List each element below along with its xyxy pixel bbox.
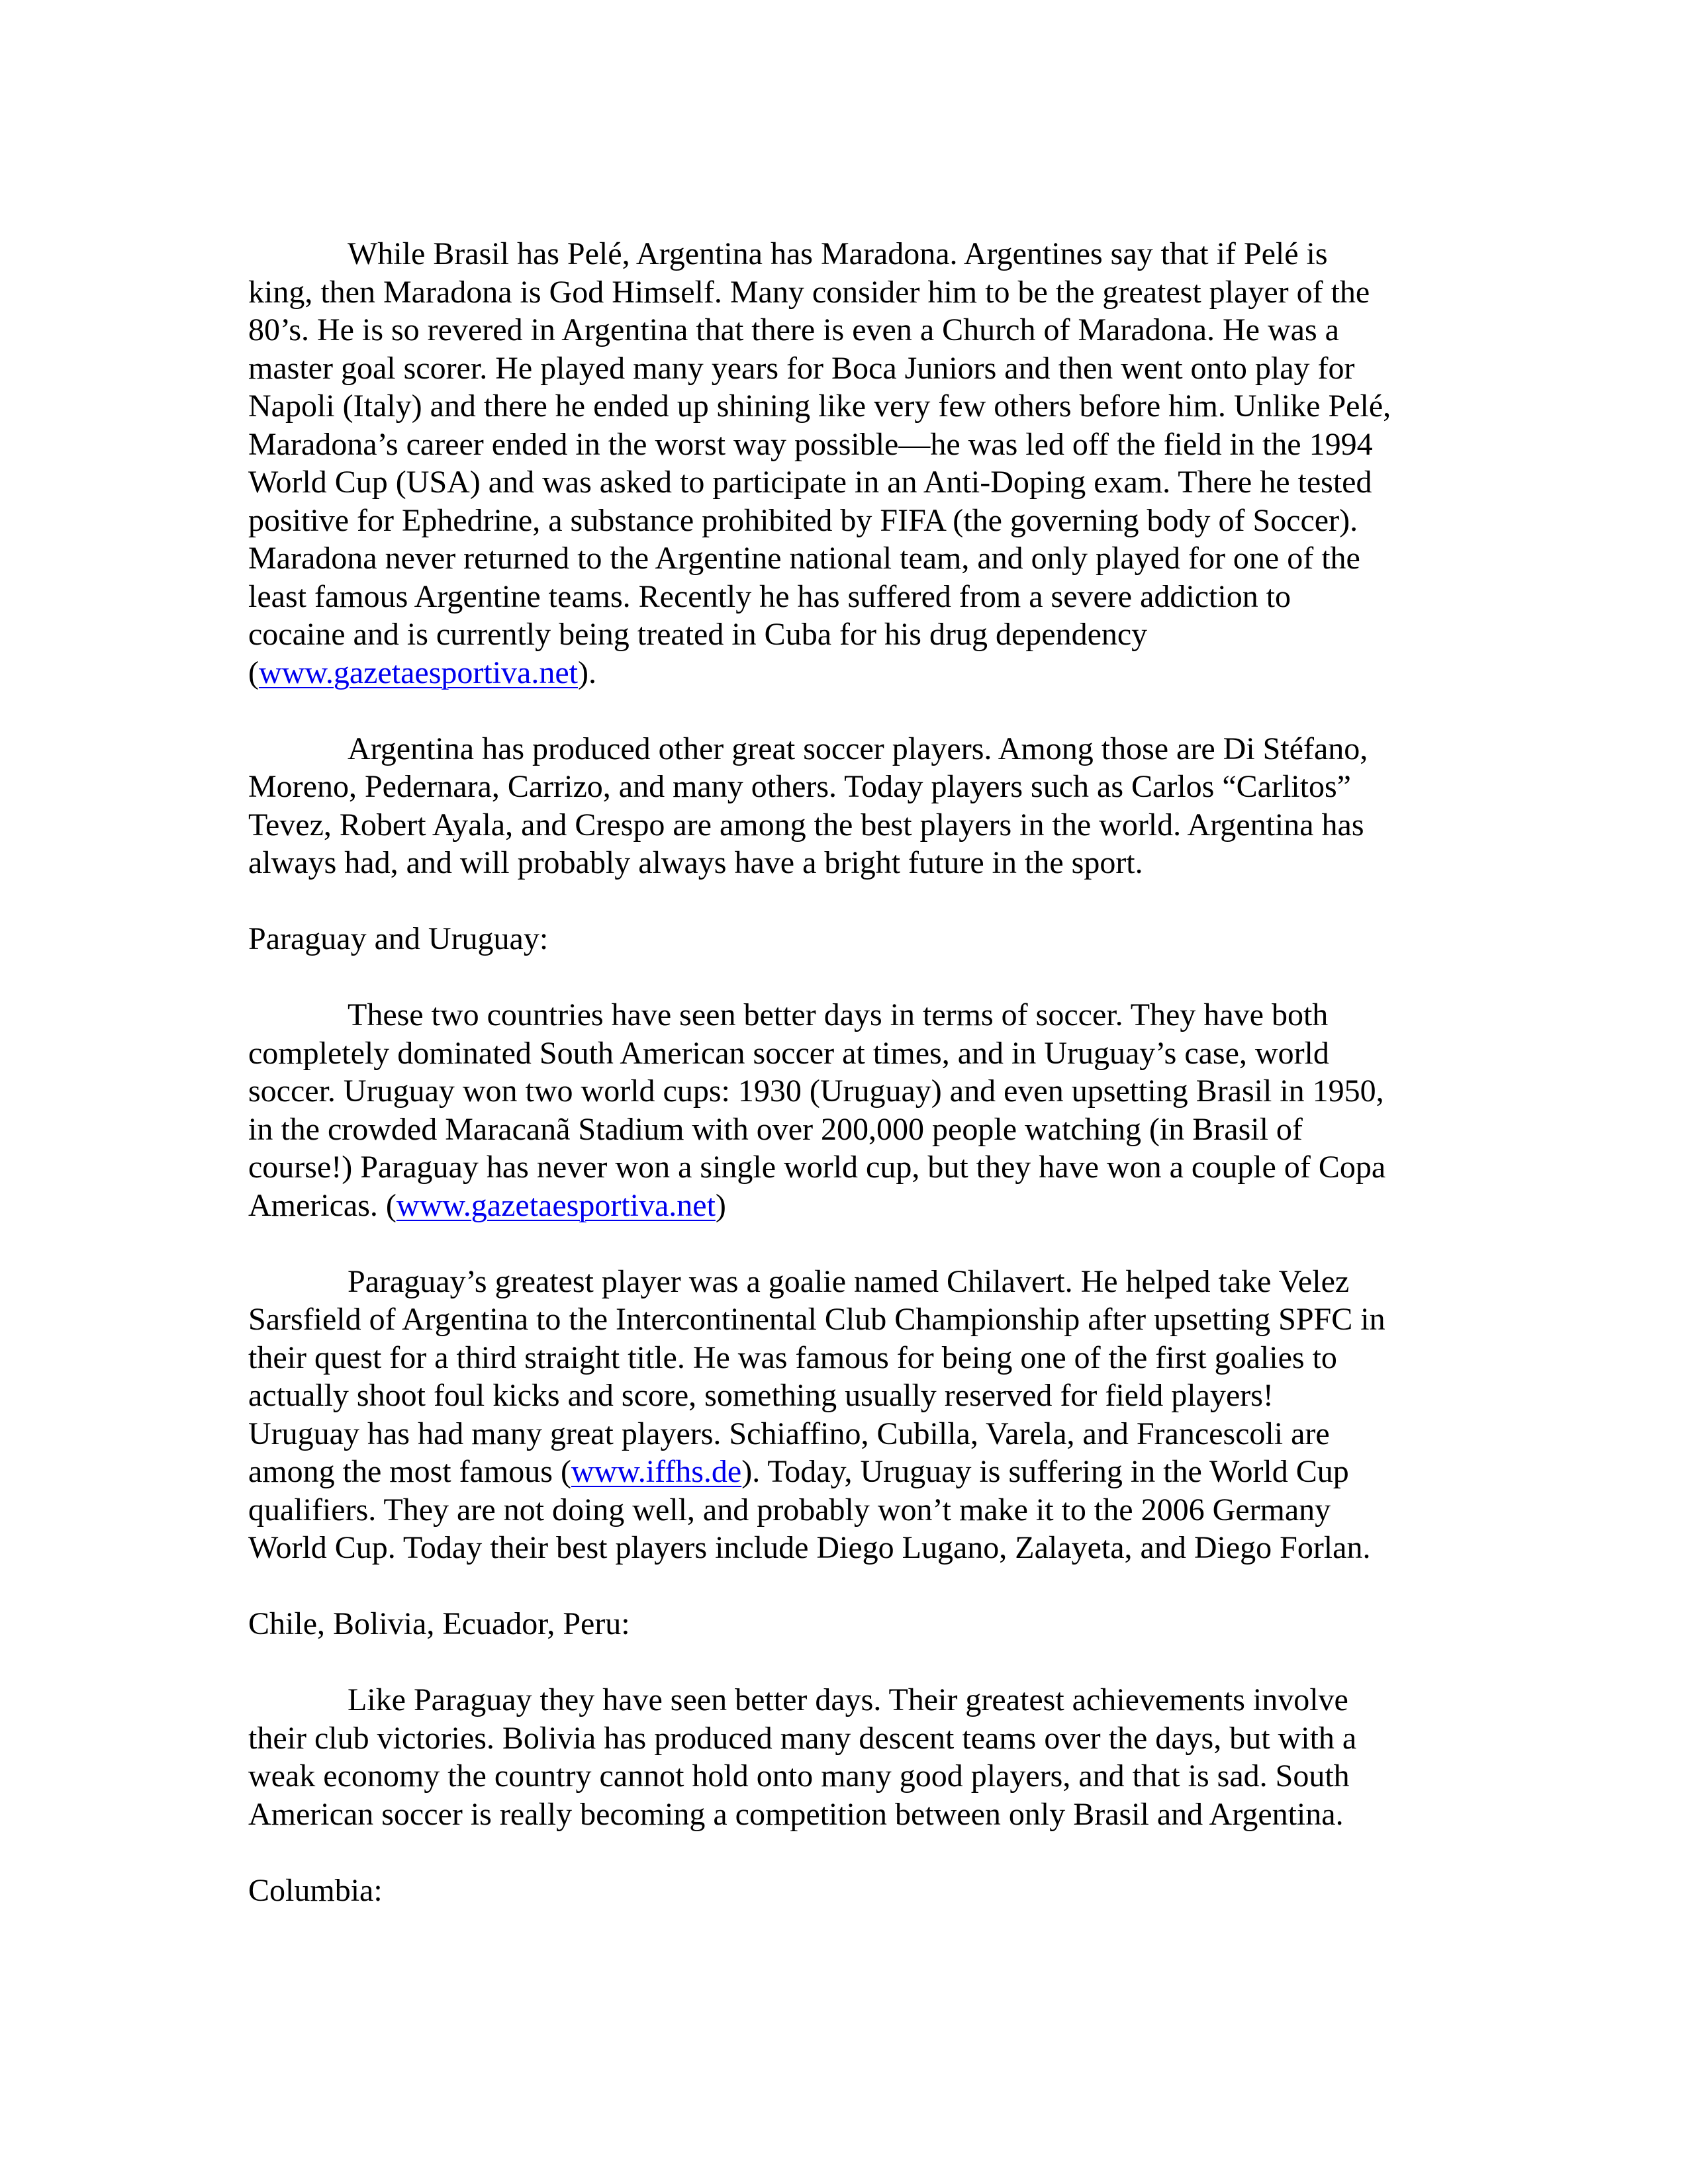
text-line: Tevez, Robert Ayala, and Crespo are among the best players in the world. Argentina has xyxy=(248,807,1364,842)
text-line: king, then Maradona is God Himself. Many consider him to be the greatest player of the xyxy=(248,274,1370,310)
text-line: their quest for a third straight title. He was famous for being one of the first goalies to xyxy=(248,1340,1337,1375)
text-line: actually shoot foul kicks and score, something usually reserved for field players! xyxy=(248,1378,1274,1413)
text-line: least famous Argentine teams. Recently he has suffered from a severe addiction to xyxy=(248,578,1291,614)
text-line: Maradona’s career ended in the worst way possible—he was led off the field in the 1994 xyxy=(248,426,1373,462)
text-line: soccer. Uruguay won two world cups: 1930 (Uruguay) and even upsetting Brasil in 1950, xyxy=(248,1073,1384,1109)
text-line: Like Paraguay they have seen better days. Their greatest achievements involve xyxy=(348,1682,1348,1717)
text-line xyxy=(248,1187,1446,1225)
text-fragment: ). xyxy=(578,655,596,690)
text-line: Paraguay’s greatest player was a goalie named Chilavert. He helped take Velez xyxy=(348,1263,1350,1299)
text-line: Sarsfield of Argentina to the Intercontinental Club Championship after upsetting SPFC in xyxy=(248,1302,1385,1337)
text-line: in the crowded Maracanã Stadium with over 200,000 people watching (in Brasil of xyxy=(248,1111,1303,1147)
document-body xyxy=(248,235,1446,1948)
text-line: World Cup. Today their best players include Diego Lugano, Zalayeta, and Diego Forlan. xyxy=(248,1530,1371,1565)
text-fragment: ) xyxy=(715,1187,726,1223)
text-fragment: ( xyxy=(248,655,259,690)
text-fragment: Americas. ( xyxy=(248,1187,397,1223)
paragraph-chilavert xyxy=(248,1263,1446,1567)
text-line: American soccer is really becoming a competition between only Brasil and Argentina. xyxy=(248,1796,1344,1832)
text-line: completely dominated South American soccer at times, and in Uruguay’s case, world xyxy=(248,1035,1329,1071)
section-heading-paraguay-uruguay: Paraguay and Uruguay: xyxy=(248,921,549,956)
section-heading-columbia: Columbia: xyxy=(248,1872,383,1908)
paragraph-other-countries xyxy=(248,1681,1446,1833)
text-line: Moreno, Pedernara, Carrizo, and many others. Today players such as Carlos “Carlitos” xyxy=(248,769,1351,804)
paragraph-paraguay-uruguay xyxy=(248,996,1446,1224)
section-heading-chile-bolivia-ecuador-peru: Chile, Bolivia, Ecuador, Peru: xyxy=(248,1606,630,1641)
text-fragment: ). Today, Uruguay is suffering in the World Cup xyxy=(741,1454,1349,1489)
text-line xyxy=(248,654,1446,692)
text-line: always had, and will probably always have a bright future in the sport. xyxy=(248,845,1143,880)
paragraph-maradona xyxy=(248,235,1446,692)
text-line: cocaine and is currently being treated in Cuba for his drug dependency xyxy=(248,617,1148,652)
text-line xyxy=(248,1453,1446,1491)
text-line: Argentina has produced other great soccer players. Among those are Di Stéfano, xyxy=(348,731,1368,766)
text-line: course!) Paraguay has never won a single world cup, but they have won a couple of Copa xyxy=(248,1150,1386,1185)
text-line: World Cup (USA) and was asked to participate in an Anti-Doping exam. There he tested xyxy=(248,465,1372,500)
text-line: These two countries have seen better days in terms of soccer. They have both xyxy=(348,997,1329,1032)
text-line: master goal scorer. He played many years for Boca Juniors and then went onto play for xyxy=(248,350,1355,386)
text-fragment: among the most famous ( xyxy=(248,1454,571,1489)
text-line: positive for Ephedrine, a substance prohibited by FIFA (the governing body of Soccer). xyxy=(248,502,1358,538)
text-line: Napoli (Italy) and there he ended up shining like very few others before him. Unlike Pelé, xyxy=(248,388,1391,424)
paragraph-argentina-players xyxy=(248,730,1446,882)
gazeta-link[interactable]: www.gazetaesportiva.net xyxy=(258,655,578,690)
text-line: qualifiers. They are not doing well, and probably won’t make it to the 2006 Germany xyxy=(248,1492,1331,1527)
text-line: their club victories. Bolivia has produced many descent teams over the days, but with a xyxy=(248,1720,1357,1756)
text-line: Uruguay has had many great players. Schiaffino, Cubilla, Varela, and Francescoli are xyxy=(248,1416,1330,1451)
text-line: 80’s. He is so revered in Argentina that there is even a Church of Maradona. He was a xyxy=(248,312,1339,347)
text-line: weak economy the country cannot hold onto many good players, and that is sad. South xyxy=(248,1758,1350,1794)
text-line: Maradona never returned to the Argentine national team, and only played for one of the xyxy=(248,541,1360,576)
text-line: While Brasil has Pelé, Argentina has Maradona. Argentines say that if Pelé is xyxy=(348,236,1328,271)
gazeta-link[interactable]: www.gazetaesportiva.net xyxy=(396,1187,716,1223)
iffhs-link[interactable]: www.iffhs.de xyxy=(571,1454,742,1489)
